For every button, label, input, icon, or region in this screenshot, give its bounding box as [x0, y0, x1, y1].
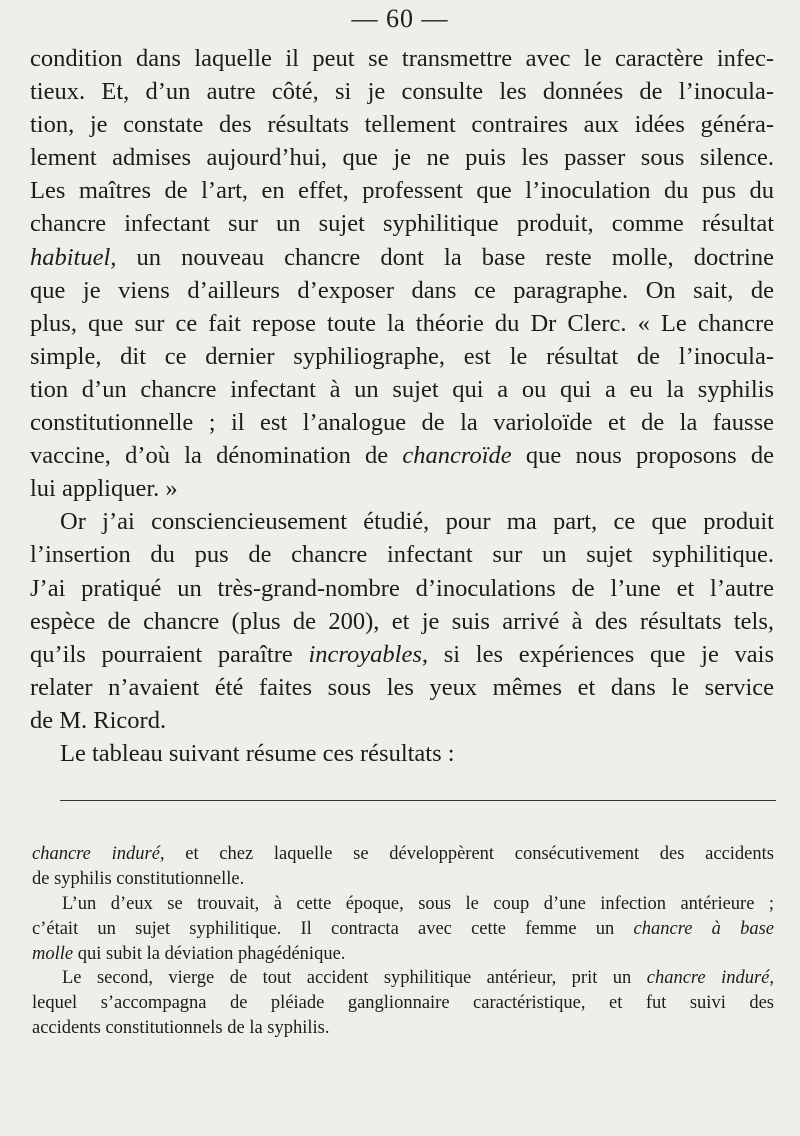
- text-line: lui appliquer. »: [30, 475, 178, 503]
- text-line: l’insertion du pus de chancre infectant sur un sujet syphilitique.: [30, 541, 774, 569]
- text-line: tion d’un chancre infectant à un sujet qui a ou qui a eu la syphilis: [30, 375, 774, 403]
- text-line: condition dans laquelle il peut se transmettre avec le caractère infec-: [30, 45, 774, 72]
- italic-term: habituel,: [30, 243, 117, 271]
- footnote-line: accidents constitutionnels de la syphilis.: [32, 1018, 330, 1039]
- footnote-rule: [60, 800, 776, 801]
- footnote-line: c’était un sujet syphilitique. Il contracta avec cette femme un chancre à base: [32, 918, 774, 939]
- italic-term: chancre à base: [633, 918, 774, 939]
- text-line: vaccine, d’où la dénomination de chancroïde que nous proposons de: [30, 442, 774, 470]
- text-line: simple, dit ce dernier syphiliographe, est le résultat de l’inocula-: [30, 342, 774, 370]
- text-line: chancre infectant sur un sujet syphilitique produit, comme résultat: [30, 210, 774, 238]
- text-line: Les maîtres de l’art, en effet, professent que l’inoculation du pus du: [30, 177, 774, 205]
- italic-term: chancre induré,: [32, 844, 165, 864]
- footnote-line: chancre induré, et chez laquelle se développèrent consécutivement des accidents: [32, 844, 774, 864]
- text-line: que je viens d’ailleurs d’exposer dans ce paragraphe. On sait, de: [30, 276, 774, 304]
- text-line: Le tableau suivant résume ces résultats :: [60, 739, 455, 767]
- footnote-text: [32, 842, 774, 1041]
- italic-term: incroyables,: [308, 640, 428, 668]
- text-line: de M. Ricord.: [30, 706, 167, 734]
- text-line: Or j’ai consciencieusement étudié, pour ma part, ce que produit: [60, 508, 774, 536]
- main-text: [30, 42, 774, 770]
- text-line: habituel, un nouveau chancre dont la base reste molle, doctrine: [30, 243, 774, 271]
- footnote-line: L’un d’eux se trouvait, à cette époque, sous le coup d’une infection antérieure ;: [62, 893, 774, 914]
- text-line: relater n’avaient été faites sous les yeux mêmes et dans le service: [30, 673, 774, 701]
- footnote-line: molle qui subit la déviation phagédénique.: [32, 943, 346, 964]
- footnote-line: de syphilis constitutionnelle.: [32, 868, 245, 889]
- italic-term: chancroïde: [402, 442, 512, 470]
- text-line: tieux. Et, d’un autre côté, si je consulte les données de l’inocula-: [30, 78, 774, 106]
- text-line: tion, je constate des résultats tellement contraires aux idées généra-: [30, 111, 774, 139]
- text-line: plus, que sur ce fait repose toute la théorie du Dr Clerc. « Le chancre: [30, 309, 774, 337]
- text-line: J’ai pratiqué un très-grand-nombre d’inoculations de l’une et l’autre: [30, 574, 774, 602]
- italic-term: molle: [32, 943, 74, 964]
- footnote-line: lequel s’accompagna de pléiade ganglionnaire caractéristique, et fut suivi des: [32, 993, 774, 1014]
- footnote-line: Le second, vierge de tout accident syphilitique antérieur, prit un chancre induré,: [62, 968, 775, 989]
- page-number: — 60 —: [351, 4, 449, 33]
- text-line: espèce de chancre (plus de 200), et je suis arrivé à des résultats tels,: [30, 607, 774, 635]
- text-line: constitutionnelle ; il est l’analogue de la varioloïde et de la fausse: [30, 409, 774, 437]
- text-line: qu’ils pourraient paraître incroyables, si les expériences que je vais: [30, 640, 774, 668]
- italic-term: chancre induré,: [646, 968, 775, 989]
- text-line: lement admises aujourd’hui, que je ne puis les passer sous silence.: [30, 144, 774, 172]
